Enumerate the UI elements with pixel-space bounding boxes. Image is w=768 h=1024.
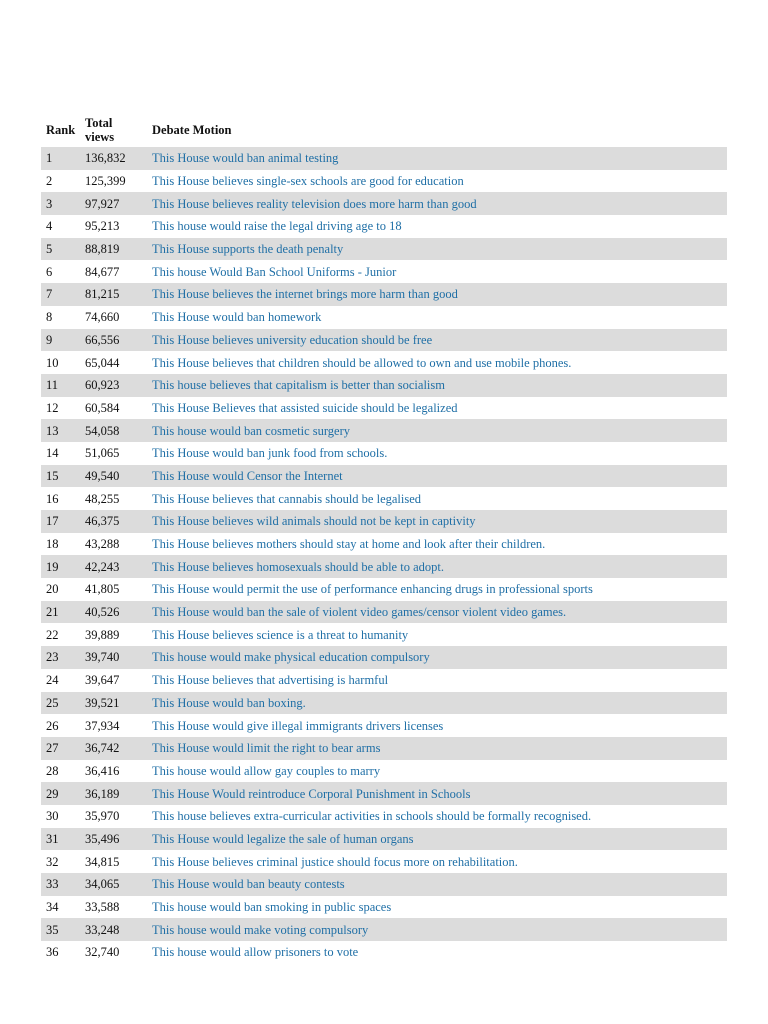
table-row — [41, 601, 727, 624]
rank-cell: 15 — [41, 465, 80, 488]
debate-motion-cell — [147, 828, 727, 851]
debate-motion-cell — [147, 192, 727, 215]
debate-motion-cell — [147, 260, 727, 283]
debate-motion-link[interactable]: This house would raise the legal driving age to 18 — [152, 219, 402, 234]
debate-motion-link[interactable]: This House believes science is a threat to humanity — [152, 627, 409, 642]
rank-header: Rank — [46, 122, 76, 137]
debate-motion-link[interactable]: This House would permit the use of performance enhancing drugs in professional sports — [152, 582, 593, 597]
debate-motion-link[interactable]: This house believes extra-curricular activities in schools should be formally recognised. — [152, 809, 592, 824]
rank-cell: 25 — [41, 692, 80, 715]
debate-motion-link[interactable]: This house would allow prisoners to vote — [152, 945, 359, 960]
total-views-cell: 32,740 — [85, 945, 120, 960]
debate-motion-cell — [147, 442, 727, 465]
total-views-header — [80, 112, 147, 147]
debate-motion-cell — [147, 623, 727, 646]
debate-motion-link[interactable]: This House would ban animal testing — [152, 151, 339, 166]
total-views-cell: 34,065 — [80, 873, 147, 896]
rank-cell: 7 — [41, 283, 80, 306]
debate-motion-link[interactable]: This House would limit the right to bear arms — [152, 741, 381, 756]
debate-motion-link[interactable]: This House would ban beauty contests — [152, 877, 345, 892]
rank-cell: 13 — [41, 419, 80, 442]
debate-motion-cell — [147, 351, 727, 374]
debate-motion-link[interactable]: This House believes wild animals should not be kept in captivity — [152, 514, 476, 529]
debate-motion-cell — [147, 147, 727, 170]
total-views-cell: 74,660 — [85, 310, 120, 325]
debate-motion-cell — [147, 918, 727, 941]
total-views-header-line2: views — [85, 129, 115, 144]
table-row — [41, 714, 727, 737]
debate-motion-link[interactable]: This House would give illegal immigrants drivers licenses — [152, 718, 444, 733]
table-row — [41, 646, 727, 669]
rank-cell: 3 — [41, 192, 80, 215]
table-row — [41, 623, 727, 646]
total-views-cell: 60,923 — [80, 374, 147, 397]
debate-motion-link[interactable]: This House believes that children should be allowed to own and use mobile phones. — [152, 355, 572, 370]
total-views-cell: 54,058 — [80, 419, 147, 442]
rank-cell: 19 — [41, 555, 80, 578]
total-views-cell: 36,189 — [80, 782, 147, 805]
debate-motion-cell — [147, 510, 727, 533]
debate-motion-link[interactable]: This House believes criminal justice should focus more on rehabilitation. — [152, 854, 518, 869]
debate-motion-cell — [147, 238, 727, 261]
debate-motion-cell — [147, 646, 727, 669]
debate-motion-link[interactable]: This House believes that cannabis should be legalised — [152, 491, 422, 506]
rank-cell: 22 — [46, 627, 59, 642]
table-row — [41, 465, 727, 488]
total-views-cell: 34,815 — [85, 854, 120, 869]
total-views-cell: 88,819 — [80, 238, 147, 261]
rank-cell: 17 — [41, 510, 80, 533]
debate-motion-cell — [147, 533, 727, 556]
rank-cell: 24 — [46, 673, 59, 688]
debate-motion-cell — [147, 692, 727, 715]
debate-motion-link[interactable]: This House believes mothers should stay at home and look after their children. — [152, 537, 546, 552]
debate-motion-cell — [147, 419, 727, 442]
debate-motion-cell — [147, 805, 727, 828]
table-row — [41, 260, 727, 283]
debate-motion-link[interactable]: This House would ban boxing. — [152, 695, 306, 710]
total-views-cell: 66,556 — [80, 329, 147, 352]
debate-motion-cell — [147, 283, 727, 306]
debate-motion-cell — [147, 760, 727, 783]
debate-motion-link[interactable]: This House believes reality television does more harm than good — [152, 196, 477, 211]
total-views-cell: 136,832 — [80, 147, 147, 170]
table-row — [41, 782, 727, 805]
total-views-cell: 60,584 — [85, 400, 120, 415]
header-row — [41, 112, 727, 147]
total-views-cell: 33,248 — [80, 918, 147, 941]
table-row — [41, 487, 727, 510]
rank-cell: 35 — [41, 918, 80, 941]
total-views-cell: 84,677 — [85, 264, 120, 279]
debate-motion-link[interactable]: This house would allow gay couples to marry — [152, 763, 381, 778]
table-row — [41, 918, 727, 941]
table-row — [41, 419, 727, 442]
debate-motion-cell — [147, 850, 727, 873]
total-views-cell: 39,521 — [80, 692, 147, 715]
rank-cell: 11 — [41, 374, 80, 397]
total-views-cell: 42,243 — [80, 555, 147, 578]
rank-cell: 23 — [41, 646, 80, 669]
table-row — [41, 850, 727, 873]
debate-motion-cell — [147, 782, 727, 805]
table-row — [41, 941, 727, 964]
debate-motion-cell — [147, 487, 727, 510]
debate-motion-link[interactable]: This house would ban smoking in public spaces — [152, 900, 392, 915]
rank-cell: 21 — [41, 601, 80, 624]
total-views-cell: 39,889 — [85, 627, 120, 642]
total-views-cell: 33,588 — [85, 900, 120, 915]
rank-cell: 36 — [46, 945, 59, 960]
debate-motion-cell — [147, 601, 727, 624]
debate-motion-cell — [147, 941, 727, 964]
debate-motion-link[interactable]: This House believes university education should be free — [152, 332, 433, 347]
rank-cell: 12 — [46, 400, 59, 415]
table-row — [41, 374, 727, 397]
rank-cell: 1 — [41, 147, 80, 170]
total-views-cell: 39,647 — [85, 673, 120, 688]
table-row — [41, 351, 727, 374]
rank-cell: 4 — [46, 219, 53, 234]
total-views-cell: 48,255 — [85, 491, 120, 506]
total-views-cell: 36,416 — [85, 763, 120, 778]
debate-motion-link[interactable]: This House believes single-sex schools are good for education — [152, 174, 464, 189]
total-views-cell: 51,065 — [85, 446, 120, 461]
table-row — [41, 192, 727, 215]
debate-motion-link[interactable]: This House supports the death penalty — [152, 242, 344, 257]
table-row — [41, 510, 727, 533]
debate-motion-cell — [147, 578, 727, 601]
debate-motion-cell — [147, 896, 727, 919]
rank-cell: 29 — [41, 782, 80, 805]
total-views-cell: 46,375 — [80, 510, 147, 533]
rank-cell: 32 — [46, 854, 59, 869]
table-row — [41, 578, 727, 601]
rank-cell: 9 — [41, 329, 80, 352]
table-row — [41, 329, 727, 352]
table-row — [41, 170, 727, 193]
rank-cell: 28 — [46, 763, 59, 778]
total-views-cell: 35,970 — [85, 809, 120, 824]
rank-cell: 34 — [46, 900, 59, 915]
rank-cell: 14 — [46, 446, 59, 461]
total-views-cell: 35,496 — [80, 828, 147, 851]
table-row — [41, 896, 727, 919]
total-views-cell: 40,526 — [80, 601, 147, 624]
total-views-header-line1: Total — [85, 115, 113, 130]
rank-cell: 30 — [46, 809, 59, 824]
table-row — [41, 442, 727, 465]
table-body — [41, 147, 727, 964]
debate-motion-cell — [147, 329, 727, 352]
rank-cell: 2 — [46, 174, 53, 189]
rank-cell: 33 — [41, 873, 80, 896]
debate-motion-cell — [147, 215, 727, 238]
debate-motion-cell — [147, 374, 727, 397]
debate-motion-link[interactable]: This House believes that advertising is harmful — [152, 673, 389, 688]
table-row — [41, 283, 727, 306]
table-row — [41, 555, 727, 578]
debate-motion-cell — [147, 555, 727, 578]
total-views-cell: 65,044 — [85, 355, 120, 370]
table-row — [41, 238, 727, 261]
rank-cell: 6 — [46, 264, 53, 279]
total-views-cell: 37,934 — [85, 718, 120, 733]
table-row — [41, 397, 727, 420]
rank-cell: 31 — [41, 828, 80, 851]
table-row — [41, 828, 727, 851]
total-views-cell: 43,288 — [85, 537, 120, 552]
debate-motion-link[interactable]: This House would ban homework — [152, 310, 322, 325]
table-row — [41, 306, 727, 329]
debate-motion-link[interactable]: This house believes that capitalism is better than socialism — [152, 378, 445, 393]
rank-cell: 20 — [46, 582, 59, 597]
rank-cell: 5 — [41, 238, 80, 261]
debate-motion-link[interactable]: This house would make physical education compulsory — [152, 650, 430, 665]
total-views-cell: 95,213 — [85, 219, 120, 234]
debate-motion-header: Debate Motion — [152, 122, 232, 137]
total-views-cell: 97,927 — [80, 192, 147, 215]
debate-motion-cell — [147, 306, 727, 329]
rank-cell: 18 — [46, 537, 59, 552]
table-row — [41, 760, 727, 783]
rank-cell: 16 — [46, 491, 59, 506]
debate-motion-link[interactable]: This House would legalize the sale of human organs — [152, 831, 414, 846]
debate-motion-cell — [147, 397, 727, 420]
total-views-cell: 41,805 — [85, 582, 120, 597]
table-row — [41, 533, 727, 556]
total-views-cell: 36,742 — [80, 737, 147, 760]
rank-cell: 26 — [46, 718, 59, 733]
debate-motion-link[interactable]: This House Believes that assisted suicide should be legalized — [152, 400, 458, 415]
total-views-cell: 125,399 — [85, 174, 126, 189]
table-row — [41, 805, 727, 828]
debate-motion-link[interactable]: This house would make voting compulsory — [152, 922, 369, 937]
debate-motion-link[interactable]: This House would ban junk food from schools. — [152, 446, 388, 461]
debate-motion-cell — [147, 465, 727, 488]
rank-cell: 27 — [41, 737, 80, 760]
table-row — [41, 873, 727, 896]
debate-motion-link[interactable]: This house would ban cosmetic surgery — [152, 423, 350, 438]
debate-motion-link[interactable]: This House believes homosexuals should be able to adopt. — [152, 559, 444, 574]
table-row — [41, 669, 727, 692]
debate-rankings-table — [41, 112, 727, 964]
table-row — [41, 147, 727, 170]
debate-motion-link[interactable]: This House believes the internet brings more harm than good — [152, 287, 458, 302]
table-header — [41, 112, 727, 147]
debate-motion-cell — [147, 170, 727, 193]
total-views-cell: 49,540 — [80, 465, 147, 488]
debate-rankings-page — [41, 112, 727, 964]
debate-motion-cell — [147, 737, 727, 760]
table-row — [41, 737, 727, 760]
debate-motion-link[interactable]: This House would ban the sale of violent video games/censor violent video games. — [152, 605, 567, 620]
debate-motion-link[interactable]: This House would Censor the Internet — [152, 468, 343, 483]
debate-motion-cell — [147, 669, 727, 692]
total-views-cell: 81,215 — [80, 283, 147, 306]
debate-motion-link[interactable]: This House Would reintroduce Corporal Punishment in Schools — [152, 786, 471, 801]
debate-motion-cell — [147, 873, 727, 896]
rank-cell: 10 — [46, 355, 59, 370]
total-views-cell: 39,740 — [80, 646, 147, 669]
debate-motion-cell — [147, 714, 727, 737]
table-row — [41, 692, 727, 715]
rank-cell: 8 — [46, 310, 53, 325]
table-row — [41, 215, 727, 238]
debate-motion-link[interactable]: This house Would Ban School Uniforms - Junior — [152, 264, 397, 279]
